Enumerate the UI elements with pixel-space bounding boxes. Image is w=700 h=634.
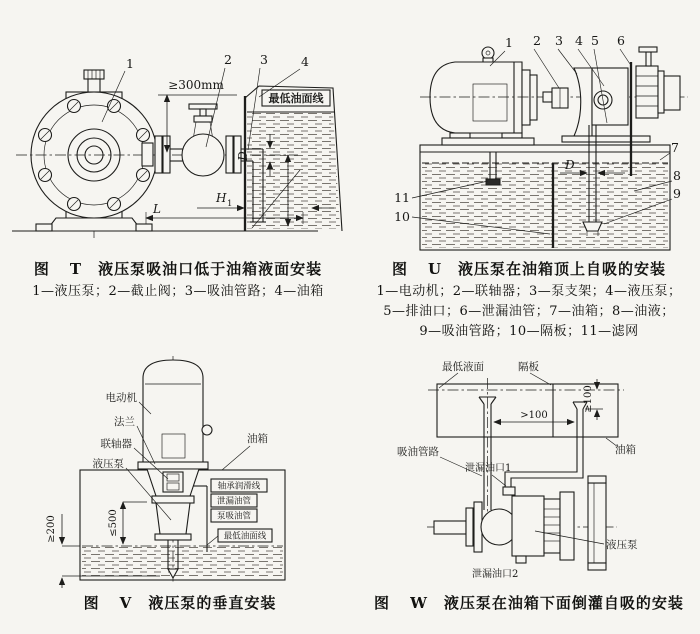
height-dimension: ≥300mm	[168, 78, 224, 92]
min-level-label: 最低液面	[442, 361, 484, 373]
callout-2: 2	[533, 33, 541, 48]
callout-9: 9	[673, 186, 681, 201]
coupling-label: 联轴器	[100, 438, 132, 450]
dim-L: L	[153, 202, 161, 216]
bearing-lube-line-label: 轴承润滑线	[217, 481, 261, 492]
pump-body	[512, 496, 544, 556]
figure-u-legend: 1—电动机；2—联轴器；3—泵支架；4—液压泵； 5—排油口；6—泄漏油管；7—油箱；8—油液； 9—吸油管路；10—隔板；11—滤网	[376, 284, 682, 340]
callout-2: 2	[224, 52, 232, 67]
dim-H1: H	[216, 191, 227, 205]
pipe-diameter-label: D	[236, 151, 250, 161]
dim-200: ≥200	[46, 515, 57, 543]
figure-v-title: 图 V 液压泵的垂直安装	[83, 594, 277, 612]
callout-6: 6	[617, 33, 625, 48]
callout-1: 1	[505, 35, 513, 50]
callout-3: 3	[555, 33, 563, 48]
callout-1: 1	[126, 56, 134, 71]
leak-port-1-label: 泄漏油口1	[465, 463, 512, 474]
caption-figure-v	[0, 592, 360, 613]
tank-label: 油箱	[615, 444, 636, 456]
dim-ge100: ≥100	[583, 385, 594, 413]
strainer	[486, 179, 500, 185]
leak-port-1	[503, 487, 515, 495]
figure-t-drawing	[0, 0, 355, 252]
motor-flange	[138, 462, 208, 469]
dim-H1-sub: 1	[227, 199, 233, 209]
min-oil-level-label: 最低油面线	[223, 531, 267, 542]
dim-gt100: >100	[520, 410, 548, 421]
caption-figure-w	[358, 592, 700, 613]
leak-port-2	[516, 556, 526, 563]
callout-11: 11	[394, 190, 410, 205]
leak-port-2-label: 泄漏油口2	[472, 569, 519, 580]
suction-line-label: 吸油管路	[397, 446, 439, 458]
caption-figure-u	[358, 258, 700, 342]
pump-suction-pipe-label: 泵吸油管	[216, 511, 252, 522]
figure-u-title: 图 U 液压泵在油箱顶上自吸的安装	[391, 260, 667, 278]
callout-8: 8	[673, 168, 681, 183]
tank-band	[428, 360, 636, 456]
figure-t-title: 图 T 液压泵吸油口低于油箱液面安装	[33, 260, 323, 278]
callout-5: 5	[591, 33, 599, 48]
figure-u-drawing	[362, 26, 697, 258]
figure-v-drawing	[35, 350, 335, 588]
pump-body	[156, 503, 190, 534]
pump-label: 液压泵	[606, 539, 638, 551]
callout-7: 7	[671, 140, 679, 155]
figure-t-legend: 1—液压泵；2—截止阀；3—吸油管路；4—油箱	[32, 284, 324, 299]
labels-right	[207, 432, 272, 545]
flange-label: 法兰	[114, 416, 135, 428]
hydraulic-pump	[427, 476, 617, 570]
oil-tank	[420, 145, 670, 250]
pump-label: 液压泵	[92, 458, 124, 470]
dim-500: ≤500	[108, 509, 119, 537]
tank	[245, 86, 342, 231]
callout-10: 10	[394, 209, 410, 224]
callout-4: 4	[301, 54, 309, 69]
callout-4: 4	[575, 33, 583, 48]
motor-label: 电动机	[105, 392, 137, 404]
min-oil-level-label: 最低油面线	[268, 92, 324, 105]
tank-label: 油箱	[247, 433, 268, 445]
pipe-diameter-label: D	[565, 158, 575, 172]
caption-figure-t	[0, 258, 356, 302]
leak-pipe-label: 泄漏油管	[216, 496, 252, 507]
figure-w-title: 图 W 液压泵在油箱下面倒灌自吸的安装	[374, 594, 684, 612]
figure-w-drawing	[372, 352, 697, 587]
callout-3: 3	[260, 52, 268, 67]
baffle-label: 隔板	[518, 361, 539, 373]
